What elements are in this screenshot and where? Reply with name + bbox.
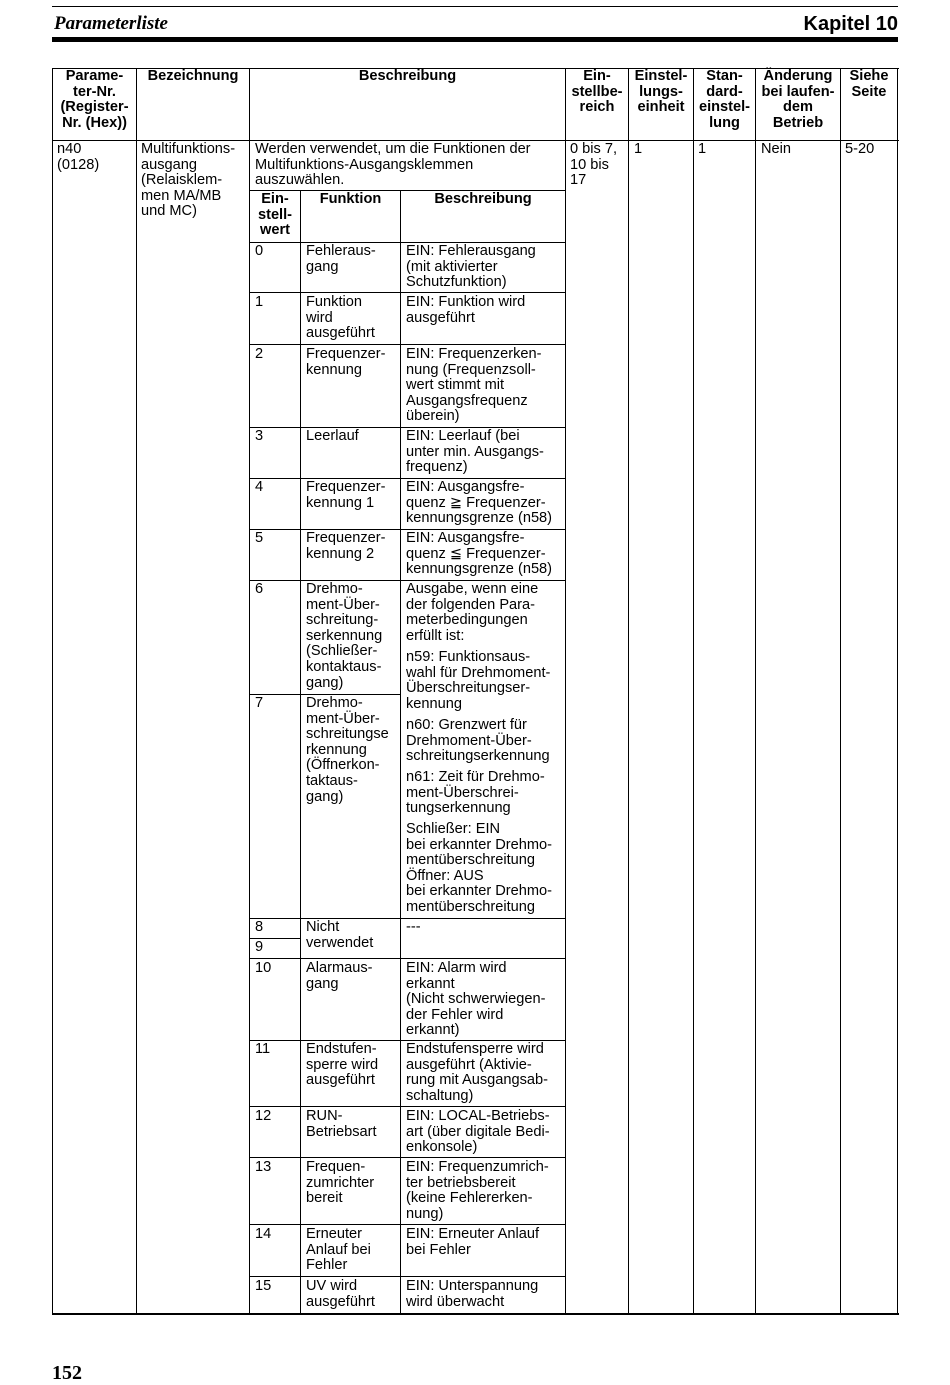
page-number: 152: [52, 1362, 82, 1384]
subrow-divider: [249, 292, 565, 293]
subheader-funktion: Funktion: [319, 191, 382, 207]
function-name: Frequenzer- kennung: [306, 346, 386, 378]
setting-value: 8: [255, 919, 264, 935]
setting-value: 15: [255, 1278, 272, 1294]
header-bezeichnung: Bezeichnung: [147, 68, 239, 84]
function-name: Alarmaus- gang: [306, 960, 373, 992]
header-top-rule: [52, 6, 898, 7]
function-description: EIN: Ausgangsfre- quenz ≧ Frequenzer- kennungsgrenze (n58): [406, 479, 553, 527]
table-right-border: [897, 68, 898, 1314]
table-left-border: [52, 68, 53, 1314]
torque-description-n60: n60: Grenzwert für Drehmoment-Über- schreitungserkennung: [406, 717, 550, 765]
function-description: EIN: LOCAL-Betriebs- art (über digitale Bedi- enkonsole): [406, 1108, 550, 1156]
function-description: EIN: Leerlauf (bei unter min. Ausgangs- frequenz): [406, 428, 544, 476]
function-description: EIN: Alarm wird erkannt (Nicht schwerwiegen- der Fehler wird erkannt): [406, 960, 546, 1039]
setting-value: 14: [255, 1226, 272, 1242]
function-name: Leerlauf: [306, 428, 359, 444]
setting-value: 12: [255, 1108, 272, 1124]
setting-value: 5: [255, 530, 264, 546]
see-page: 5-20: [845, 141, 875, 157]
section-title: Parameterliste: [54, 13, 168, 34]
col-divider: [565, 68, 566, 1314]
subcol-divider: [400, 190, 401, 1314]
header-einstellungseinheit: Einstel- lungs- einheit: [634, 68, 688, 116]
function-description: EIN: Frequenzumrich- ter betriebsbereit (keine Fehlererken- nung): [406, 1159, 549, 1222]
header-einstellbereich: Ein- stellbe- reich: [571, 68, 623, 116]
subrow-divider: [249, 1106, 565, 1107]
function-description: EIN: Ausgangsfre- quenz ≦ Frequenzer- kennungsgrenze (n58): [406, 530, 553, 578]
torque-description-n61: n61: Zeit für Drehmo- ment-Überschrei- tungserkennung: [406, 769, 545, 817]
function-name: Nicht verwendet: [306, 919, 374, 951]
col-divider: [249, 68, 250, 1314]
subrow-divider: [249, 344, 565, 345]
function-name: Frequenzer- kennung 2: [306, 530, 386, 562]
col-divider: [755, 68, 756, 1314]
col-divider: [136, 68, 137, 1314]
setting-unit: 1: [634, 141, 643, 157]
function-name: Frequen- zumrichter bereit: [306, 1159, 375, 1207]
setting-value: 1: [255, 294, 264, 310]
function-name: RUN- Betriebsart: [306, 1108, 377, 1140]
param-number: n40 (0128): [57, 141, 100, 173]
param-description: Werden verwendet, um die Funktionen der Multifunktions-Ausgangsklemmen auszuwählen.: [255, 141, 531, 189]
function-description: Endstufensperre wird ausgeführt (Aktivie- rung mit Ausgangsab- schaltung): [406, 1041, 548, 1104]
header-rule: [52, 37, 898, 42]
torque-description-contacts: Schließer: EIN bei erkannter Drehmo- mentüberschreitung Öffner: AUS bei erkannter Drehmo- mentüberschreitung: [406, 821, 553, 915]
subrow-divider: [249, 958, 565, 959]
setting-value: 3: [255, 428, 264, 444]
torque-description-n59: n59: Funktionsaus- wahl für Drehmoment- Überschreitungser- kennung: [406, 649, 551, 712]
function-name: Drehmo- ment-Über- schreitungse rkennung (Öffnerkon- taktaus- gang): [306, 695, 389, 805]
change-during-operation: Nein: [761, 141, 792, 157]
function-name: Endstufen- sperre wird ausgeführt: [306, 1041, 379, 1089]
function-name: Erneuter Anlauf bei Fehler: [306, 1226, 371, 1274]
header-standard: Stan- dard- einstel- lung: [698, 68, 751, 131]
subheader-wert: Ein- stell- wert: [257, 191, 293, 239]
function-name: Fehleraus- gang: [306, 243, 376, 275]
col-divider: [693, 68, 694, 1314]
function-name: Frequenzer- kennung 1: [306, 479, 386, 511]
function-name: Drehmo- ment-Über- schreitung- serkennung (Schließer- kontaktaus- gang): [306, 581, 383, 691]
setting-value: 13: [255, 1159, 272, 1175]
col-divider: [628, 68, 629, 1314]
setting-value: 0: [255, 243, 264, 259]
function-description: EIN: Fehlerausgang (mit aktivierter Schutzfunktion): [406, 243, 536, 291]
setting-value: 7: [255, 695, 264, 711]
subrow-divider: [249, 1224, 565, 1225]
setting-value: 2: [255, 346, 264, 362]
subcol-divider: [300, 190, 301, 1314]
setting-value: 4: [255, 479, 264, 495]
col-divider: [840, 68, 841, 1314]
function-description: ---: [406, 919, 421, 935]
setting-value: 9: [255, 939, 264, 955]
function-name: UV wird ausgeführt: [306, 1278, 375, 1310]
setting-value: 6: [255, 581, 264, 597]
torque-description-intro: Ausgabe, wenn eine der folgenden Para- meterbedingungen erfüllt ist:: [406, 581, 539, 644]
setting-value: 10: [255, 960, 272, 976]
function-description: EIN: Erneuter Anlauf bei Fehler: [406, 1226, 540, 1258]
setting-range: 0 bis 7, 10 bis 17: [570, 141, 618, 189]
default-setting: 1: [698, 141, 707, 157]
subrow-divider: [249, 1276, 565, 1277]
param-name: Multifunktions- ausgang (Relaisklem- men MA/MB und MC): [141, 141, 236, 220]
setting-value: 11: [255, 1041, 271, 1057]
function-description: EIN: Frequenzerken- nung (Frequenzsoll- wert stimmt mit Ausgangsfrequenz überein): [406, 346, 542, 425]
header-param-nr: Parame- ter-Nr. (Register- Nr. (Hex)): [60, 68, 129, 131]
function-description: EIN: Unterspannung wird überwacht: [406, 1278, 539, 1310]
table-bottom-border: [52, 1313, 899, 1315]
subheader-beschreibung: Beschreibung: [434, 191, 532, 207]
subrow-divider: [249, 1157, 565, 1158]
function-description: EIN: Funktion wird ausgeführt: [406, 294, 526, 326]
header-beschreibung: Beschreibung: [358, 68, 457, 84]
function-name: Funktion wird ausgeführt: [306, 294, 375, 342]
header-siehe-seite: Siehe Seite: [849, 68, 889, 100]
chapter-title: Kapitel 10: [803, 13, 898, 35]
header-aenderung: Änderung bei laufen- dem Betrieb: [761, 68, 835, 131]
